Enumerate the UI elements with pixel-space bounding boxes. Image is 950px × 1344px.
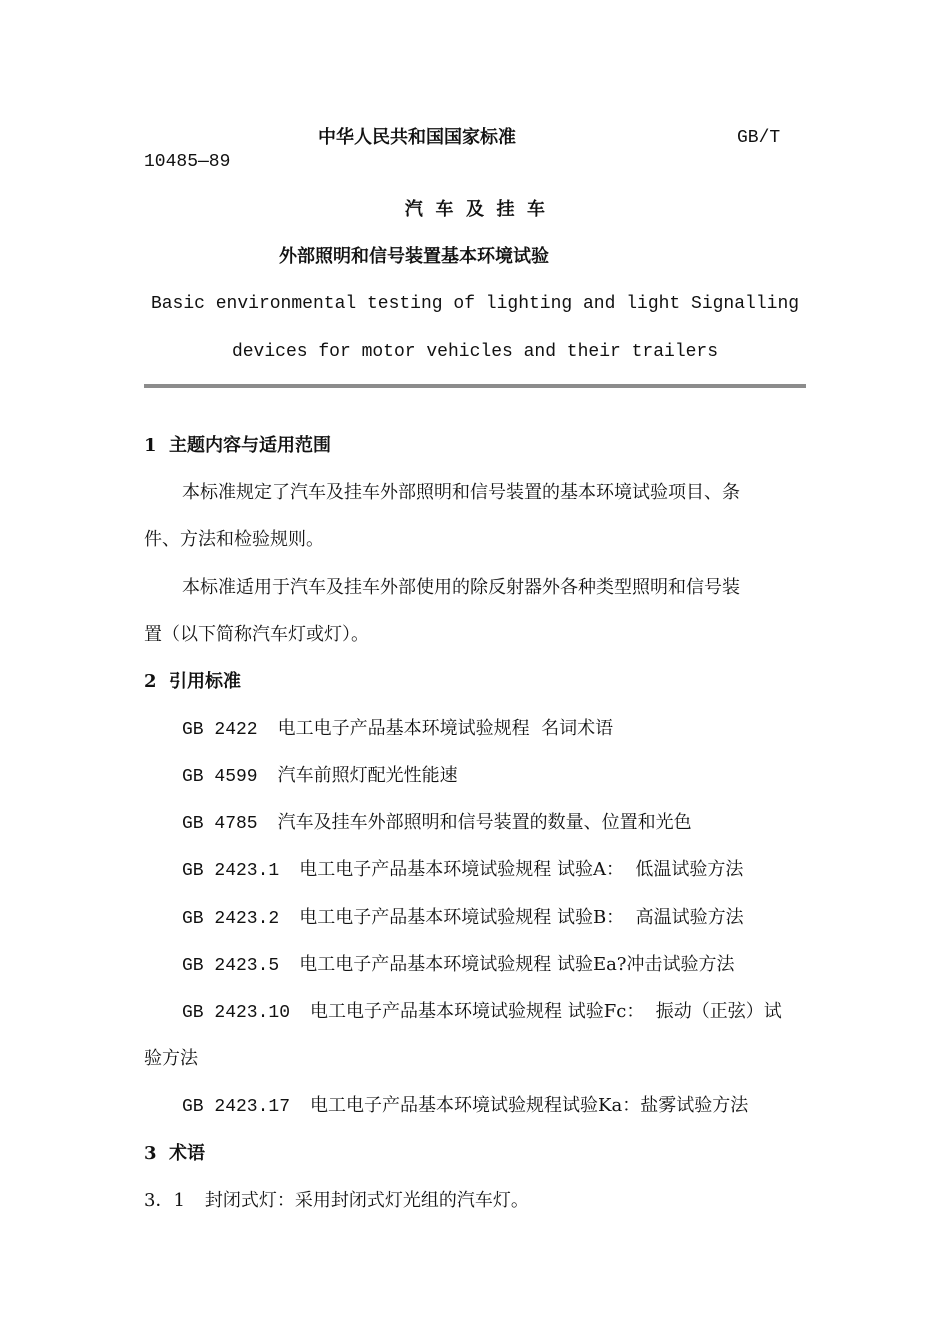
reference-text: 电工电子产品基本环境试验规程 试验B： 高温试验方法	[299, 907, 744, 928]
standard-title-cn: 中华人民共和国国家标准	[318, 127, 516, 148]
standard-code-prefix: GB/T	[737, 128, 781, 148]
reference-text: 汽车及挂车外部照明和信号装置的数量、位置和光色	[277, 812, 692, 833]
reference-item	[182, 717, 613, 742]
reference-item	[182, 764, 458, 789]
reference-item	[182, 1094, 748, 1119]
reference-code: GB 2423.17	[182, 1097, 291, 1117]
reference-text: 电工电子产品基本环境试验规程试验Ka：盐雾试验方法	[310, 1095, 749, 1116]
reference-item	[182, 906, 744, 931]
reference-item	[182, 953, 734, 978]
term-item	[144, 1189, 529, 1213]
reference-code: GB 2423.1	[182, 861, 280, 881]
standard-code-number: 10485—89	[144, 152, 231, 172]
reference-continuation: 验方法	[144, 1048, 198, 1069]
reference-code: GB 2423.10	[182, 1003, 291, 1023]
section-2-heading: 2 引用标准	[144, 671, 242, 692]
reference-text: 电工电子产品基本环境试验规程 试验Fc： 振动（正弦）试	[310, 1001, 782, 1022]
reference-item	[182, 1000, 782, 1025]
title-en-line-2: devices for motor vehicles and their trailers	[231, 342, 719, 362]
title-line-2: 外部照明和信号装置基本环境试验	[279, 246, 549, 267]
term-text: 封闭式灯：采用封闭式灯光组的汽车灯。	[204, 1190, 529, 1211]
reference-item	[182, 811, 692, 836]
reference-text: 电工电子产品基本环境试验规程 试验A： 低温试验方法	[299, 859, 744, 880]
section-1-heading: 1 主题内容与适用范围	[144, 435, 332, 456]
section-1-paragraph-1-line-1: 本标准规定了汽车及挂车外部照明和信号装置的基本环境试验项目、条	[182, 482, 740, 503]
section-1-paragraph-1-line-2: 件、方法和检验规则。	[144, 529, 324, 550]
section-3-heading: 3 术语	[144, 1143, 206, 1164]
section-1-paragraph-2-line-2: 置（以下简称汽车灯或灯）。	[144, 624, 369, 645]
reference-text: 电工电子产品基本环境试验规程 名词术语	[277, 718, 614, 739]
title-divider	[144, 384, 806, 388]
title-en-line-1: Basic environmental testing of lighting and light Signalling	[150, 294, 800, 314]
reference-code: GB 4599	[182, 767, 258, 787]
title-line-1: 汽 车 及 挂 车	[404, 199, 546, 220]
reference-code: GB 2422	[182, 720, 258, 740]
term-number: 3．1	[144, 1190, 185, 1211]
reference-code: GB 4785	[182, 814, 258, 834]
reference-text: 电工电子产品基本环境试验规程 试验Ea?冲击试验方法	[299, 954, 735, 975]
reference-text: 汽车前照灯配光性能速	[277, 765, 458, 786]
reference-code: GB 2423.2	[182, 909, 280, 929]
reference-item	[182, 858, 743, 883]
reference-code: GB 2423.5	[182, 956, 280, 976]
section-1-paragraph-2-line-1: 本标准适用于汽车及挂车外部使用的除反射器外各种类型照明和信号装	[182, 577, 740, 598]
